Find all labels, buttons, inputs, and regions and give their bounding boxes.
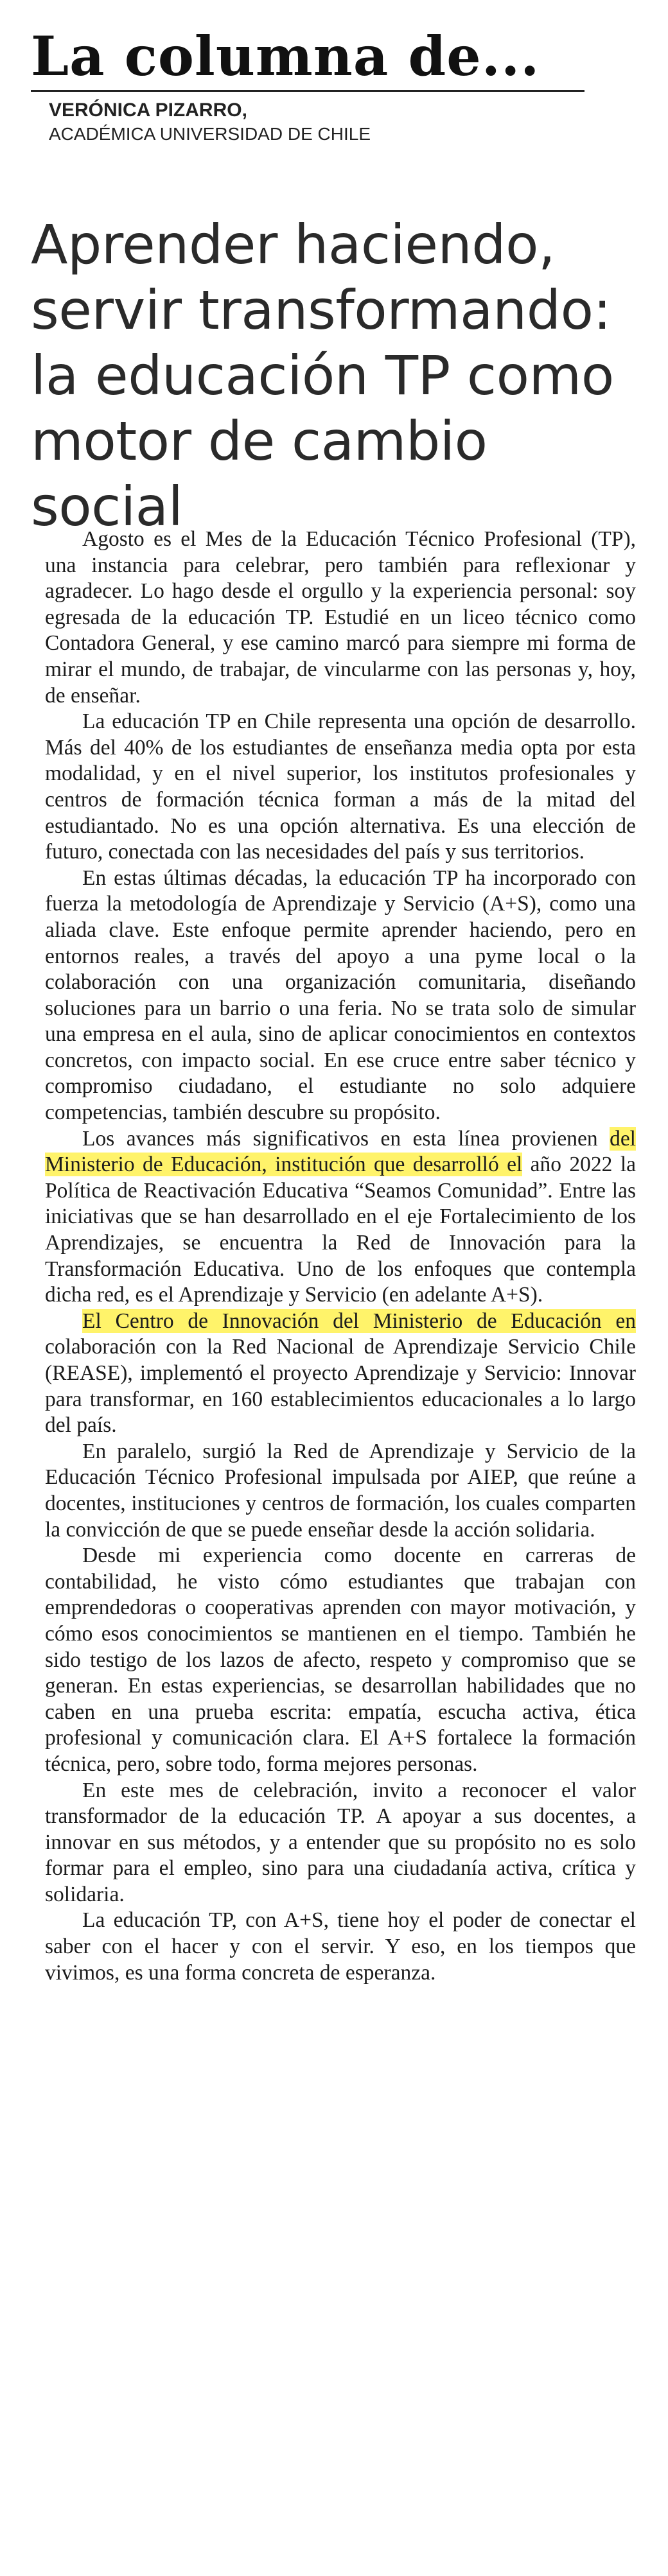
paragraph: La educación TP en Chile representa una opción de desarrollo. Más del 40% de los estudiantes de enseñanza media opta por esta modalidad, y en el nivel superior, los institutos profesionales y centros de formación técnica forman a más de la mitad del estudiantado. No es una opción alternativa. Es una elección de futuro, conectada con las necesidades del país y sus territorios. bbox=[45, 709, 636, 864]
highlighted-text: El Centro de Innovación del Ministerio de Educación en bbox=[82, 1309, 636, 1333]
paragraph: La educación TP, con A+S, tiene hoy el poder de conectar el saber con el hacer y con el servir. Y eso, en los tiempos que vivimos, es una forma concreta de esperanza. bbox=[45, 1908, 636, 1985]
paragraph: Agosto es el Mes de la Educación Técnico Profesional (TP), una instancia para celebrar, pero también para reflexionar y agradecer. Lo hago desde el orgullo y la experiencia personal: soy egresada de la educación TP. Estudié en un liceo técnico como Contadora General, y ese camino marcó para siempre mi forma de mirar el mundo, de trabajar, de vincularme con las personas y, hoy, de enseñar. bbox=[45, 527, 636, 708]
article-headline: Aprender haciendo, servir transformando: la educación TP como motor de cambio social bbox=[31, 213, 614, 538]
author-affiliation: ACADÉMICA UNIVERSIDAD DE CHILE bbox=[49, 124, 371, 144]
column-header bbox=[31, 26, 635, 146]
paragraph bbox=[45, 1126, 636, 1309]
paragraph-text: colaboración con la Red Nacional de Aprendizaje Servicio Chile (REASE), implementó el proyecto Aprendizaje y Servicio: Innovar para transformar, en 160 establecimientos educacionales a lo largo del país. bbox=[45, 1335, 636, 1438]
paragraph-text: Los avances más significativos en esta línea provienen bbox=[82, 1126, 610, 1151]
article-body bbox=[45, 527, 636, 1986]
author-name: VERÓNICA PIZARRO, bbox=[49, 100, 247, 121]
paragraph-text: año 2022 la Política de Reactivación Educativa “Seamos Comunidad”. Entre las iniciativas que se han desarrollado en el eje Fortalecimiento de los Aprendizajes, se encuentra la Red de Innovación para la Transformación Educativa. Uno de los enfoques que contempla dicha red, es el Aprendizaje y Servicio (en adelante A+S). bbox=[45, 1153, 636, 1307]
paragraph: En este mes de celebración, invito a reconocer el valor transformador de la educación TP. A apoyar a sus docentes, a innovar en sus métodos, y a entender que su propósito no es solo formar para el empleo, sino para una ciudadanía activa, crítica y solidaria. bbox=[45, 1778, 636, 1906]
paragraph: Desde mi experiencia como docente en carreras de contabilidad, he visto cómo estudiantes que trabajan con emprendedoras o cooperativas aprenden con mayor motivación, y cómo esos conocimientos se mantienen en el tiempo. También he sido testigo de los lazos de afecto, respeto y compromiso que se generan. En estas experiencias, se desarrollan habilidades que no caben en una prueba escrita: empatía, escucha activa, ética profesional y comunicación clara. El A+S fortalece la formación técnica, pero, sobre todo, forma mejores personas. bbox=[45, 1544, 636, 1776]
paragraph bbox=[45, 1309, 636, 1439]
column-title: La columna de... bbox=[31, 24, 540, 88]
byline bbox=[49, 98, 635, 146]
paragraph: En paralelo, surgió la Red de Aprendizaje y Servicio de la Educación Técnico Profesional impulsada por AIEP, que reúne a docentes, instituciones y centros de formación, los cuales comparten la convicción de que se puede enseñar desde la acción solidaria. bbox=[45, 1439, 636, 1542]
highlighted-text: del Ministerio de Educación, institución que desarrolló el bbox=[45, 1126, 636, 1177]
paragraph: En estas últimas décadas, la educación TP ha incorporado con fuerza la metodología de Aprendizaje y Servicio (A+S), como una aliada clave. Este enfoque permite aprender haciendo, pero en entornos reales, a través del apoyo a una pyme local o la colaboración con una organización comunitaria, diseñando soluciones para un barrio o una feria. No se trata solo de simular una empresa en el aula, sino de aplicar conocimientos en contextos concretos, con impacto social. En ese cruce entre saber técnico y compromiso ciudadano, el estudiante no solo adquiere competencias, también descubre su propósito. bbox=[45, 866, 636, 1125]
header-rule bbox=[31, 90, 584, 92]
